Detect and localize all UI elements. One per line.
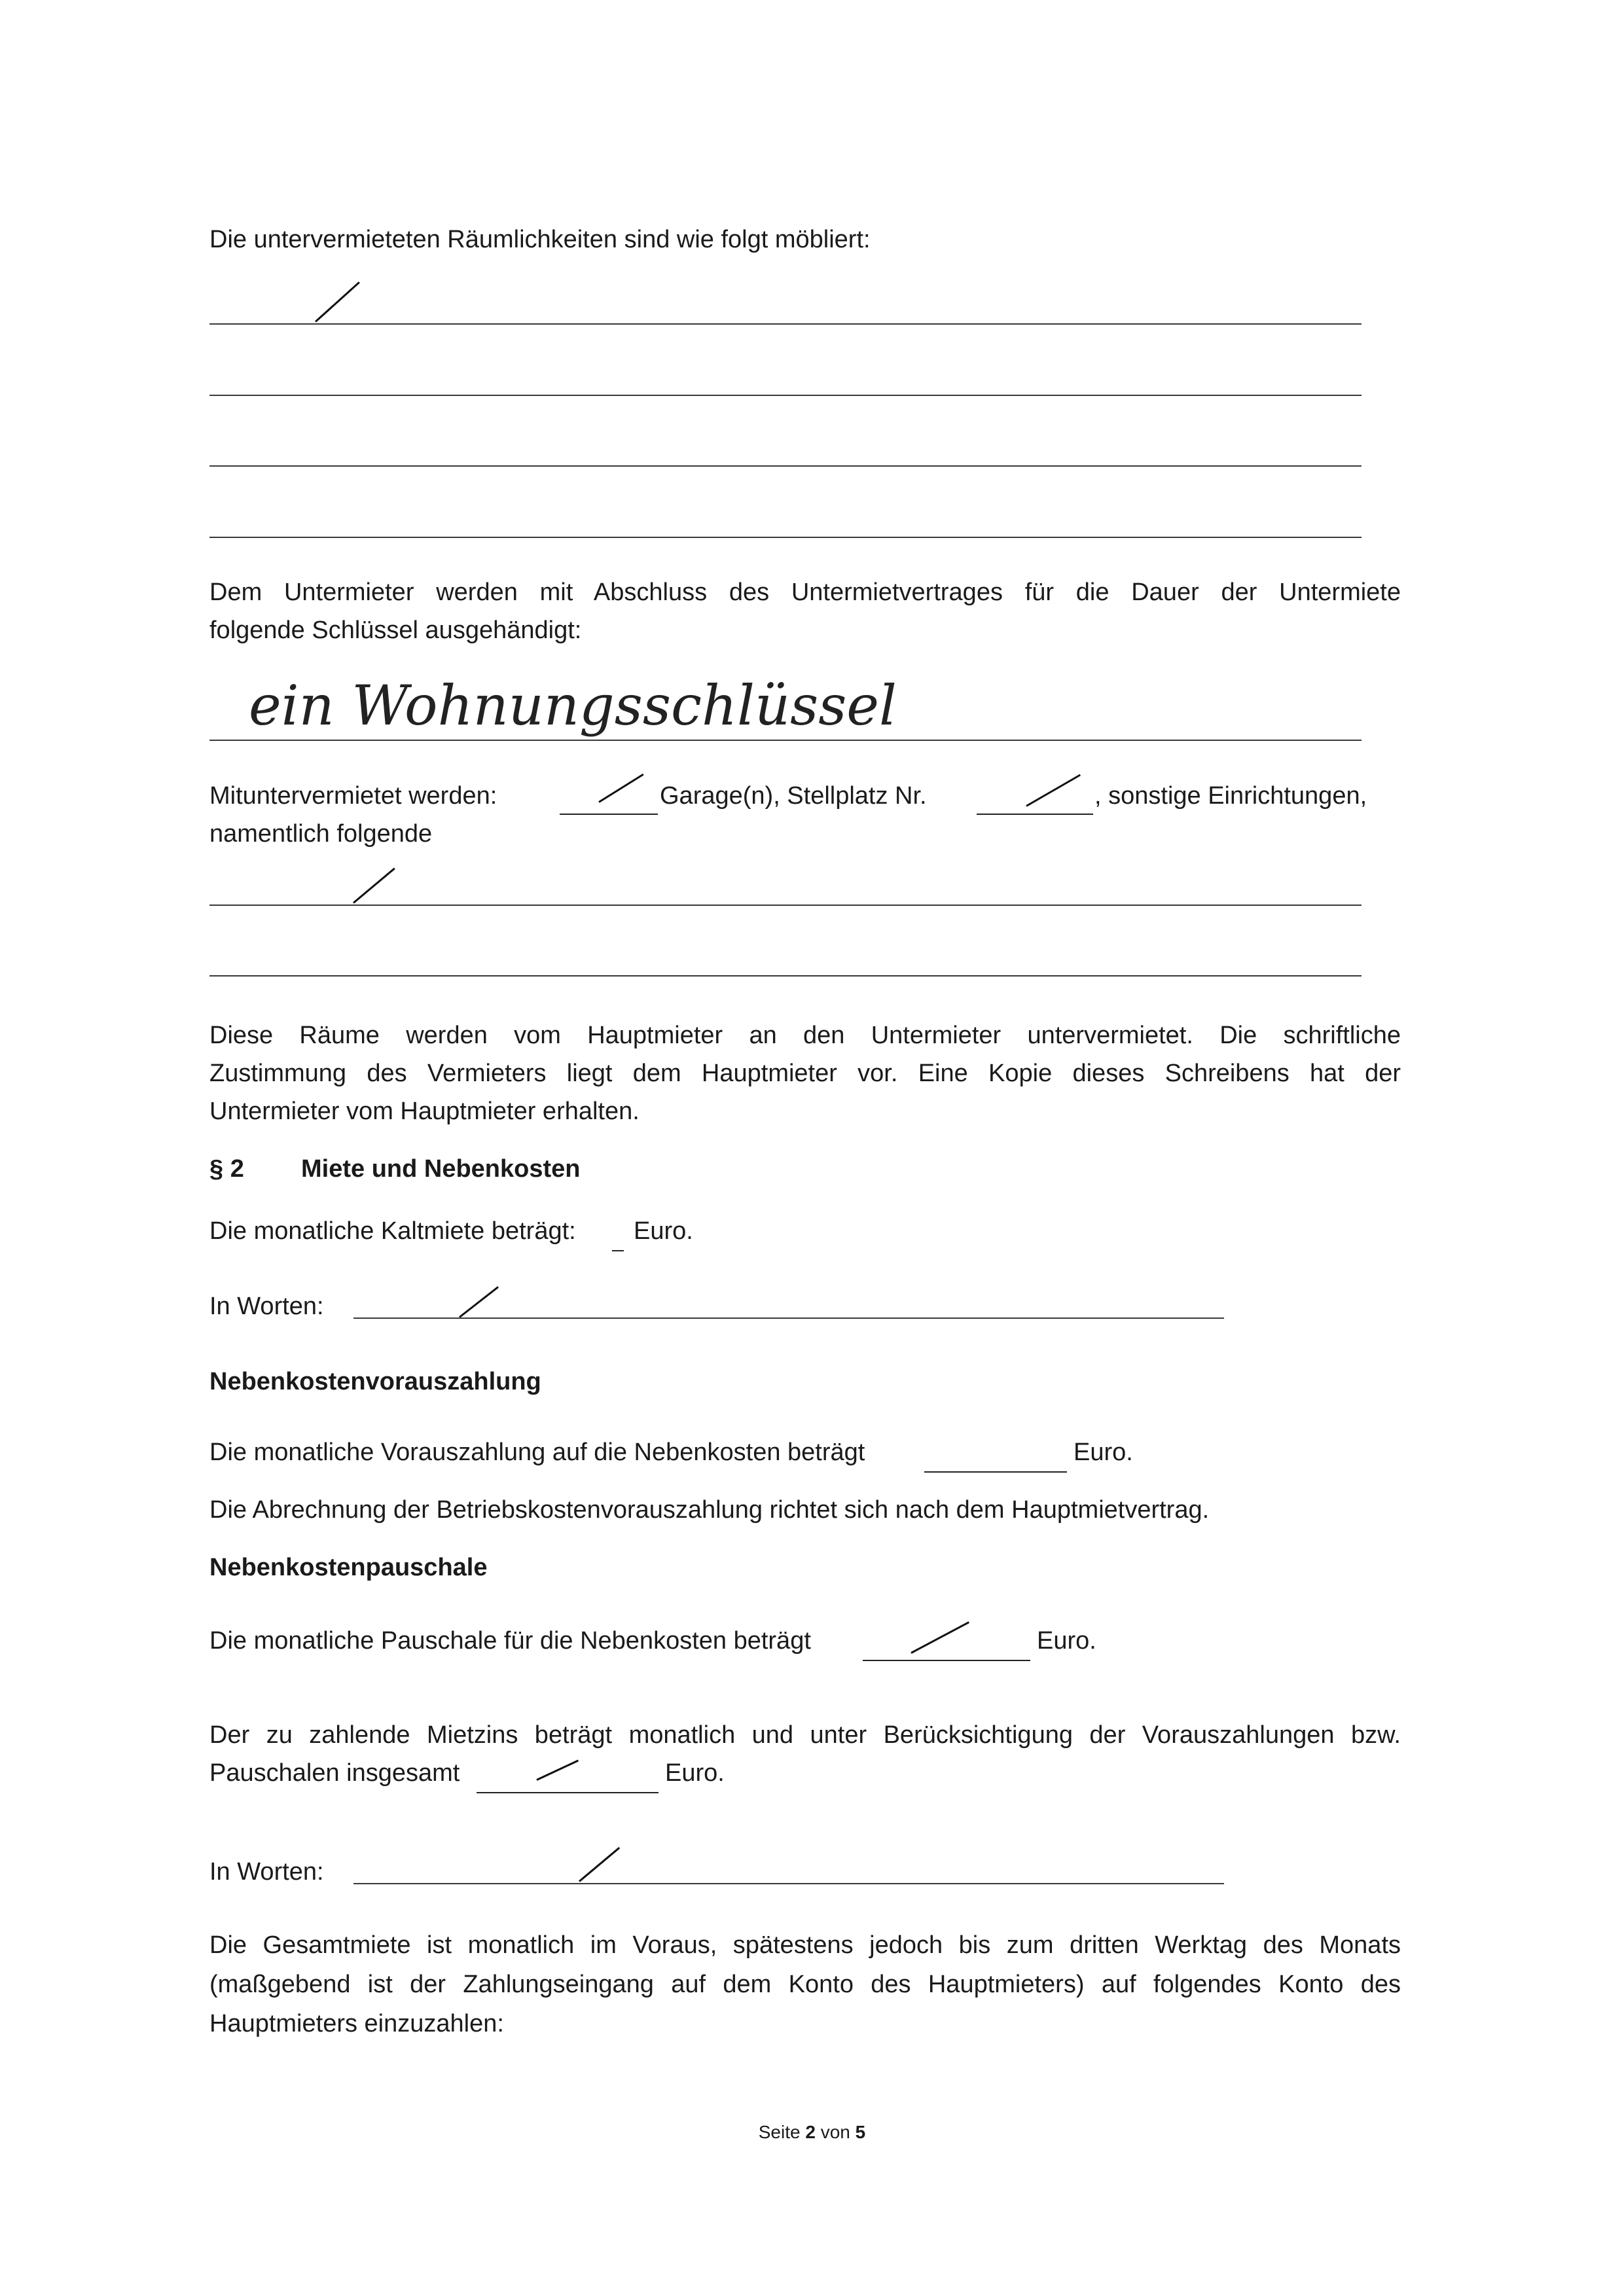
payment-line-2: (maßgebend ist der Zahlungseingang auf dem Konto des Hauptmieters) auf folgendes Konto des bbox=[209, 1971, 1401, 1998]
total-in-words-label: In Worten: bbox=[209, 1858, 324, 1886]
consent-line-3: Untermieter vom Hauptmieter erhalten. bbox=[209, 1098, 640, 1125]
section-number: § 2 bbox=[209, 1155, 244, 1183]
facilities-line-1[interactable] bbox=[209, 905, 1362, 906]
handwritten-keys-entry: ein Wohnungsschlüssel bbox=[249, 673, 897, 738]
keys-entry-line[interactable] bbox=[209, 740, 1362, 741]
flat-rate-text: Die monatliche Pauschale für die Nebenkosten beträgt bbox=[209, 1627, 811, 1655]
flat-rate-heading: Nebenkostenpauschale bbox=[209, 1554, 488, 1581]
parking-number-field[interactable] bbox=[977, 794, 1093, 815]
footer-current-page: 2 bbox=[805, 2122, 816, 2142]
consent-line-2: Zustimmung des Vermieters liegt dem Hauptmieter vor. Eine Kopie dieses Schreibens hat der bbox=[209, 1060, 1401, 1087]
section-title: Miete und Nebenkosten bbox=[301, 1155, 581, 1183]
total-line-1: Der zu zahlende Mietzins beträgt monatlich und unter Berücksichtigung der Vorauszahlungen bzw. bbox=[209, 1721, 1401, 1749]
furnishing-line-3[interactable] bbox=[209, 465, 1362, 467]
other-facilities-label: , sonstige Einrichtungen, bbox=[1094, 782, 1367, 810]
co-rented-line-2: namentlich folgende bbox=[209, 820, 433, 848]
footer-total-pages: 5 bbox=[855, 2122, 866, 2142]
facilities-line-2[interactable] bbox=[209, 975, 1362, 977]
prepayment-amount-field[interactable] bbox=[924, 1452, 1067, 1473]
furnishing-line-4[interactable] bbox=[209, 537, 1362, 538]
flat-rate-amount-field[interactable] bbox=[863, 1640, 1030, 1661]
footer-prefix: Seite bbox=[758, 2122, 801, 2142]
strike-slash-mark bbox=[459, 1286, 499, 1318]
footer-middle: von bbox=[820, 2122, 850, 2142]
strike-slash-mark bbox=[315, 281, 360, 322]
prepayment-euro: Euro. bbox=[1074, 1439, 1133, 1466]
keys-paragraph-line-1: Dem Untermieter werden mit Abschluss des Untermietvertrages für die Dauer der Untermiete bbox=[209, 579, 1401, 606]
total-in-words-field[interactable] bbox=[353, 1883, 1224, 1884]
cold-rent-field[interactable] bbox=[612, 1230, 624, 1251]
cold-rent-euro: Euro. bbox=[634, 1217, 693, 1245]
total-amount-field[interactable] bbox=[477, 1772, 659, 1793]
total-euro: Euro. bbox=[665, 1759, 725, 1787]
consent-line-1: Diese Räume werden vom Hauptmieter an den Untermieter untervermietet. Die schriftliche bbox=[209, 1022, 1401, 1049]
payment-line-1: Die Gesamtmiete ist monatlich im Voraus, spätestens jedoch bis zum dritten Werktag des Monats bbox=[209, 1931, 1401, 1959]
furnishing-line-2[interactable] bbox=[209, 395, 1362, 396]
rent-in-words-label: In Worten: bbox=[209, 1293, 324, 1320]
furnishing-line-1[interactable] bbox=[209, 323, 1362, 325]
keys-paragraph-line-2: folgende Schlüssel ausgehändigt: bbox=[209, 617, 582, 644]
rent-in-words-field[interactable] bbox=[353, 1317, 1224, 1319]
total-line-2: Pauschalen insgesamt bbox=[209, 1759, 460, 1787]
prepayment-settlement: Die Abrechnung der Betriebskostenvorauszahlung richtet sich nach dem Hauptmietvertrag. bbox=[209, 1496, 1210, 1524]
furnishing-intro: Die untervermieteten Räumlichkeiten sind wie folgt möbliert: bbox=[209, 226, 871, 253]
flat-rate-euro: Euro. bbox=[1037, 1627, 1096, 1655]
strike-slash-mark bbox=[353, 868, 395, 904]
garage-label: Garage(n), Stellplatz Nr. bbox=[660, 782, 927, 810]
strike-slash-mark bbox=[579, 1847, 620, 1882]
co-rented-label: Mituntervermietet werden: bbox=[209, 782, 497, 810]
prepayment-heading: Nebenkostenvorauszahlung bbox=[209, 1368, 541, 1395]
payment-line-3: Hauptmieters einzuzahlen: bbox=[209, 2010, 504, 2037]
page-footer bbox=[0, 2119, 1624, 2145]
prepayment-text: Die monatliche Vorauszahlung auf die Nebenkosten beträgt bbox=[209, 1439, 865, 1466]
cold-rent-label: Die monatliche Kaltmiete beträgt: bbox=[209, 1217, 576, 1245]
